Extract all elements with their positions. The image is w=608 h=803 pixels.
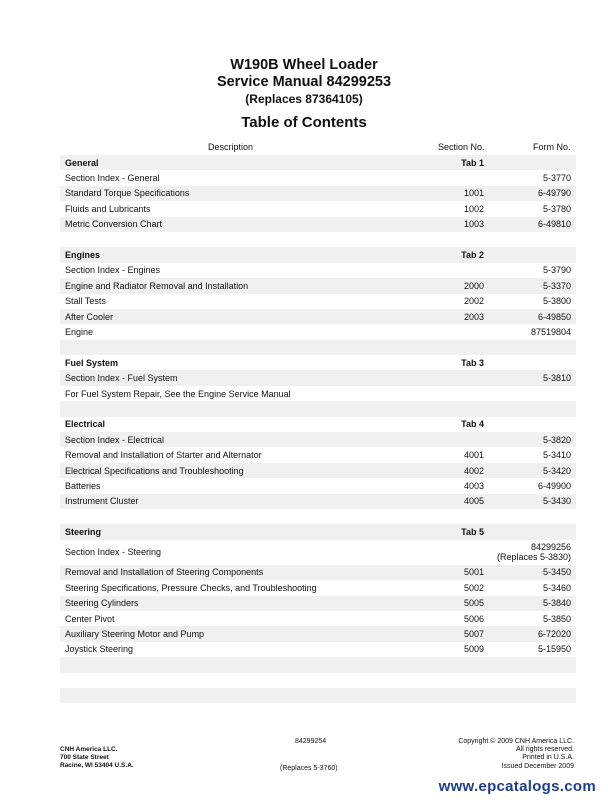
toc-form-number: 6-49790 — [537, 188, 571, 199]
toc-description: Removal and Installation of Starter and Alternator — [65, 450, 262, 461]
toc-description: Fuel System — [65, 357, 119, 368]
toc-section-number: 5007 — [463, 629, 484, 640]
toc-section-number: Tab 5 — [461, 527, 484, 538]
toc-form-number: 5-3460 — [542, 582, 571, 593]
toc-section-number: 1003 — [463, 219, 484, 230]
toc-form-number: 6-49810 — [537, 219, 571, 230]
toc-section-number: 4002 — [463, 465, 484, 476]
toc-row — [60, 580, 576, 595]
toc-description: Electrical Specifications and Troubleshooting — [65, 465, 244, 476]
toc-description: Electrical — [65, 419, 106, 430]
toc-description: Section Index - General — [65, 173, 160, 184]
toc-description: Engines — [65, 250, 101, 261]
document-number: 84299254 — [295, 738, 327, 745]
toc-form-number: 87519804 — [530, 326, 571, 337]
toc-section-number: Tab 2 — [461, 250, 484, 261]
toc-section-number: Tab 3 — [461, 357, 484, 368]
toc-description: Stall Tests — [65, 296, 106, 307]
toc-form-number: 5-3450 — [542, 567, 571, 578]
toc-description: Removal and Installation of Steering Components — [65, 567, 264, 578]
toc-form-number: 5-15950 — [537, 644, 571, 655]
toc-section-header — [60, 247, 576, 262]
publisher-street: 700 State Street — [60, 754, 109, 761]
toc-description: Section Index - Fuel System — [65, 373, 178, 384]
toc-section-header — [60, 355, 576, 370]
publisher-address — [60, 746, 134, 770]
toc-row — [60, 186, 576, 201]
toc-description: After Cooler — [65, 311, 114, 322]
toc-form-number: 5-3800 — [542, 296, 571, 307]
toc-title: Table of Contents — [241, 114, 367, 131]
toc-row — [60, 201, 576, 216]
toc-form-number: 5-3780 — [542, 203, 571, 214]
publisher-name: CNH America LLC. — [60, 746, 118, 753]
toc-section-number: 5006 — [463, 613, 484, 624]
toc-row — [60, 447, 576, 462]
toc-form-number: 6-49850 — [537, 311, 571, 322]
toc-section-number: 5002 — [463, 582, 484, 593]
toc-row — [60, 278, 576, 293]
toc-form-number: 5-3840 — [542, 598, 571, 609]
toc-row — [60, 432, 576, 447]
toc-section-number: 1001 — [463, 188, 484, 199]
toc-section-number: 4003 — [463, 480, 484, 491]
column-section-header: Section No. — [438, 142, 485, 152]
toc-row — [60, 370, 576, 385]
document-replaces: (Replaces 5-3760) — [280, 765, 338, 772]
toc-row — [60, 309, 576, 324]
toc-section-number: 2003 — [463, 311, 484, 322]
manual-number: Service Manual 84299253 — [216, 74, 392, 90]
toc-row — [60, 611, 576, 626]
toc-row — [60, 626, 576, 641]
manual-replaces: (Replaces 87364105) — [245, 92, 363, 106]
toc-form-number: 5-3430 — [542, 496, 571, 507]
toc-form-number: 5-3850 — [542, 613, 571, 624]
toc-section-header — [60, 417, 576, 432]
toc-row — [60, 642, 576, 657]
rights-line: All rights reserved. — [516, 746, 574, 754]
toc-section-header — [60, 524, 576, 539]
toc-description: Metric Conversion Chart — [65, 219, 163, 230]
manual-title: W190B Wheel Loader — [230, 57, 378, 73]
toc-row — [60, 565, 576, 580]
toc-row — [60, 494, 576, 509]
toc-description: Fluids and Lubricants — [65, 203, 151, 214]
toc-section-number: 2002 — [463, 296, 484, 307]
toc-form-number: 5-3410 — [542, 450, 571, 461]
toc-row — [60, 170, 576, 185]
toc-section-number: 2000 — [463, 280, 484, 291]
toc-description: Instrument Cluster — [65, 496, 139, 507]
toc-description: Steering — [65, 527, 102, 538]
toc-row — [60, 540, 576, 565]
toc-form-number: 6-72020 — [537, 629, 571, 640]
toc-description: Engine and Radiator Removal and Installation — [65, 280, 249, 291]
watermark: www.epcatalogs.com — [438, 778, 596, 795]
toc-section-number: 1002 — [463, 203, 484, 214]
printed-line: Printed in U.S.A. — [522, 754, 574, 762]
toc-form-number: 5-3370 — [542, 280, 571, 291]
toc-description: Steering Specifications, Pressure Checks, and Troubleshooting — [65, 582, 317, 593]
toc-row — [60, 217, 576, 232]
toc-section-header — [60, 155, 576, 170]
toc-section-number: 5005 — [463, 598, 484, 609]
toc-row — [60, 463, 576, 478]
toc-row — [60, 478, 576, 493]
toc-spacer-row — [60, 657, 576, 672]
toc-row — [60, 596, 576, 611]
toc-section-number: 5001 — [463, 567, 484, 578]
toc-form-number: 5-3790 — [542, 265, 571, 276]
toc-description: Engine — [65, 326, 94, 337]
toc-description: Steering Cylinders — [65, 598, 139, 609]
toc-section-number: 4005 — [463, 496, 484, 507]
toc-spacer-row — [60, 509, 576, 524]
toc-form-number-replaces: (Replaces 5-3830) — [496, 552, 571, 563]
toc-row — [60, 386, 576, 401]
toc-row — [60, 294, 576, 309]
toc-description: For Fuel System Repair, See the Engine Service Manual — [65, 388, 291, 399]
toc-row — [60, 263, 576, 278]
issued-line: Issued December 2009 — [501, 762, 574, 770]
toc-spacer-row — [60, 340, 576, 355]
toc-table — [60, 155, 576, 703]
toc-spacer-row — [60, 688, 576, 703]
toc-form-number: 5-3420 — [542, 465, 571, 476]
column-description-header: Description — [208, 142, 254, 152]
toc-row — [60, 324, 576, 339]
toc-form-number: 5-3770 — [542, 173, 571, 184]
toc-spacer-row — [60, 401, 576, 416]
toc-description: Auxiliary Steering Motor and Pump — [65, 629, 205, 640]
column-form-header: Form No. — [533, 142, 571, 152]
toc-form-number — [497, 542, 571, 562]
toc-form-number: 5-3810 — [542, 373, 571, 384]
toc-form-number: 5-3820 — [542, 434, 571, 445]
toc-form-number-primary: 84299256 — [530, 542, 571, 553]
publisher-city: Racine, WI 53404 U.S.A. — [60, 762, 134, 769]
toc-description: Standard Torque Specifications — [65, 188, 190, 199]
toc-section-number: 4001 — [463, 450, 484, 461]
toc-spacer-row — [60, 232, 576, 247]
toc-section-number: Tab 4 — [461, 419, 484, 430]
copyright-block — [458, 738, 574, 771]
toc-description: Joystick Steering — [65, 644, 134, 655]
toc-description: General — [65, 157, 99, 168]
toc-description: Batteries — [65, 480, 101, 491]
toc-description: Section Index - Engines — [65, 265, 161, 276]
toc-description: Section Index - Electrical — [65, 434, 165, 445]
toc-section-number: 5009 — [463, 644, 484, 655]
toc-description: Section Index - Steering — [65, 547, 162, 558]
toc-section-number: Tab 1 — [461, 157, 484, 168]
toc-spacer-row — [60, 673, 576, 688]
toc-description: Center Pivot — [65, 613, 115, 624]
copyright-line: Copyright © 2009 CNH America LLC. — [458, 738, 574, 745]
toc-form-number: 6-49900 — [537, 480, 571, 491]
